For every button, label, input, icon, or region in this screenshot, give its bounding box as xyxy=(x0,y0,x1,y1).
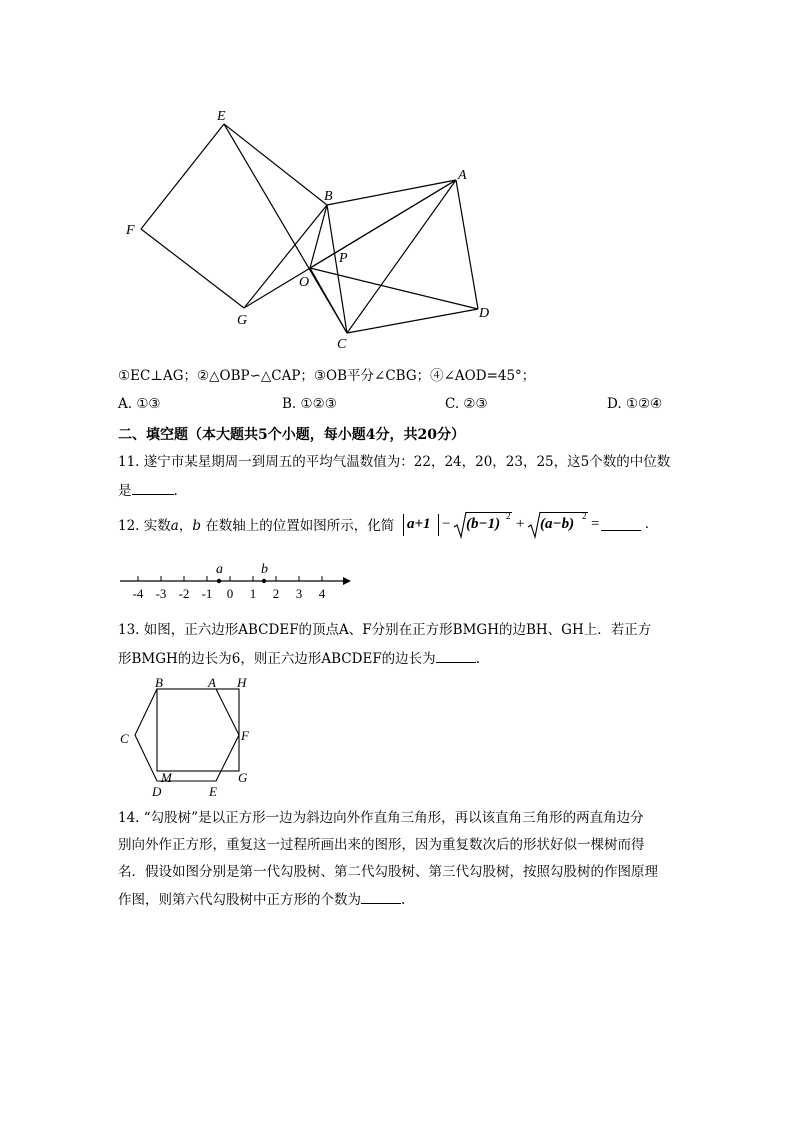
sqrt1-exponent: 2 xyxy=(506,511,511,521)
q10-option-d[interactable]: D. ①②④ xyxy=(607,396,663,412)
q14-suffix: . xyxy=(401,892,406,908)
point-label-C: C xyxy=(337,337,347,352)
q14-line3: 名．假设如图分别是第一代勾股树、第二代勾股树、第三代勾股树，按照勾股树的作图原理 xyxy=(118,864,658,880)
point-label-A: A xyxy=(458,168,467,183)
hex-label-M: M xyxy=(161,770,172,785)
q11-answer-blank[interactable] xyxy=(132,480,174,495)
hex-label-F: F xyxy=(241,728,249,743)
tick-label: 2 xyxy=(272,586,280,601)
q11-prefix: 是 xyxy=(118,483,132,499)
q13-suffix: . xyxy=(475,651,480,667)
equals-sign: = xyxy=(591,516,600,532)
sqrt-sign-1 xyxy=(453,510,467,540)
point-label-E: E xyxy=(217,109,226,124)
q13-line2 xyxy=(118,648,480,669)
tick-label: -2 xyxy=(178,586,190,601)
point-label-O: O xyxy=(299,275,310,290)
number-line xyxy=(115,560,355,604)
q10-option-a[interactable]: A. ①③ xyxy=(118,396,161,412)
tick-label: 1 xyxy=(249,586,257,601)
sqrt2-inner: (a−b) xyxy=(540,516,575,532)
q13-line1: 13. 如图，正六边形ABCDEF的顶点A、F分别在正方形BMGH的边BH、GH上．若正方 xyxy=(118,622,652,638)
plus-sign: + xyxy=(516,516,525,532)
q11-line2 xyxy=(118,480,178,501)
tick-label: 3 xyxy=(295,586,303,601)
q12-answer-blank[interactable] xyxy=(601,516,641,531)
point-label-G: G xyxy=(237,313,248,328)
minus-sign: − xyxy=(442,516,451,532)
q14-answer-blank[interactable] xyxy=(361,889,401,904)
point-a-label: a xyxy=(216,562,223,577)
tick-label: 4 xyxy=(318,586,326,601)
q12-comma: ， xyxy=(178,518,193,534)
q12-var-b: b xyxy=(192,518,201,534)
q10-option-b[interactable]: B. ①②③ xyxy=(282,396,337,412)
tick-label: 0 xyxy=(226,586,234,601)
abs-bar-left xyxy=(403,514,404,536)
hex-label-B: B xyxy=(155,675,163,690)
point-b-label: b xyxy=(261,562,268,577)
q12-prefix: 12. 实数 xyxy=(118,518,171,534)
q12-text xyxy=(118,516,394,536)
hex-label-E: E xyxy=(209,784,217,799)
tick-label: -4 xyxy=(132,586,144,601)
hex-label-G: G xyxy=(238,770,248,785)
hexagon-square-figure xyxy=(115,672,260,802)
q14-line2: 别向外作正方形，重复这一过程所画出来的图形，因为重复数次后的形状好似一棵树而得 xyxy=(118,837,645,853)
point-label-D: D xyxy=(479,306,490,321)
sqrt2-exponent: 2 xyxy=(582,511,587,521)
hex-label-C: C xyxy=(120,731,129,746)
point-label-P: P xyxy=(339,251,348,266)
sqrt2-overline xyxy=(540,512,588,513)
q10-option-c[interactable]: C. ②③ xyxy=(445,396,488,412)
q10-statements: ①EC⊥AG；②△OBP∽△CAP；③OB平分∠CBG；④∠AOD=45°； xyxy=(118,368,536,384)
q14-line1: 14. “勾股树”是以正方形一边为斜边向外作直角三角形，再以该直角三角形的两直角边分 xyxy=(118,810,644,826)
q12-suffix: . xyxy=(645,516,649,532)
abs-inner: a+1 xyxy=(407,516,431,532)
hex-label-H: H xyxy=(237,675,247,690)
q13-answer-blank[interactable] xyxy=(436,648,476,663)
q12-middle: 在数轴上的位置如图所示，化简 xyxy=(200,518,395,534)
hex-label-A: A xyxy=(208,675,216,690)
point-label-F: F xyxy=(126,223,135,238)
q14-line4-prefix: 作图，则第六代勾股树中正方形的个数为 xyxy=(118,892,361,908)
hex-label-D: D xyxy=(152,784,162,799)
tick-label: -1 xyxy=(201,586,213,601)
q12-var-a: a xyxy=(170,518,179,534)
abs-bar-right xyxy=(438,514,439,536)
q14-line4 xyxy=(118,889,405,910)
q11-line1: 11. 遂宁市某星期周一到周五的平均气温数值为：22，24，20，23，25，这5个数的中位数 xyxy=(118,454,671,470)
point-b-dot xyxy=(262,579,266,583)
sqrt1-inner: (b−1) xyxy=(466,516,501,532)
point-a-dot xyxy=(217,579,221,583)
q13-line2-prefix: 形BMGH的边长为6，则正六边形ABCDEF的边长为 xyxy=(118,651,436,667)
sqrt-sign-2 xyxy=(527,510,541,540)
tick-label: -3 xyxy=(155,586,167,601)
q11-suffix: . xyxy=(173,483,178,499)
geometry-figure-squares xyxy=(100,100,520,360)
section-heading: 二、填空题（本大题共5个小题，每小题4分，共20分） xyxy=(118,427,465,443)
point-label-B: B xyxy=(324,189,333,204)
